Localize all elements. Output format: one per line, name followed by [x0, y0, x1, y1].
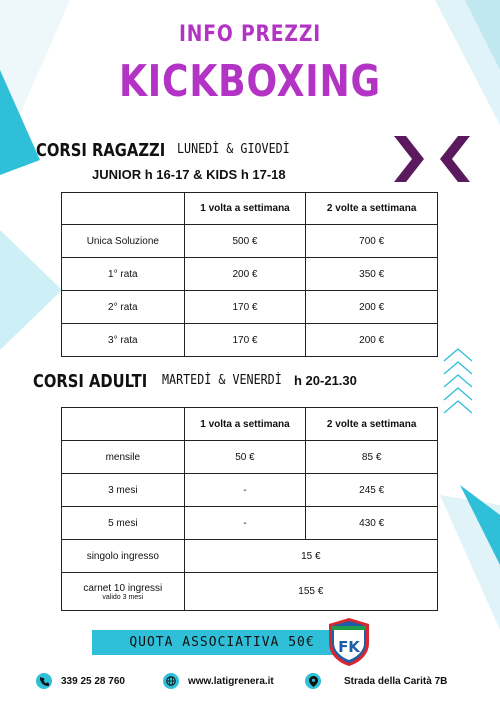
price-cell: 200 € [306, 324, 438, 357]
table-row [62, 291, 438, 324]
price-cell: 85 € [306, 441, 438, 474]
row-label [62, 573, 185, 611]
right-arrows-decoration [440, 345, 476, 420]
price-cell: 50 € [184, 441, 306, 474]
left-chevron-decoration [0, 230, 70, 350]
corsi-ragazzi-title: CORSI RAGAZZI [36, 140, 166, 161]
table-row [62, 225, 438, 258]
ragazzi-price-table [61, 192, 438, 357]
table-header-cell: 1 volta a settimana [184, 408, 306, 441]
table-row [62, 258, 438, 291]
club-shield-logo [327, 617, 371, 667]
footer-website[interactable] [163, 673, 274, 689]
price-cell: 15 € [184, 540, 437, 573]
carnet-note: valido 3 mesi [102, 593, 144, 601]
table-row [62, 441, 438, 474]
row-label: 3° rata [62, 324, 185, 357]
row-label: 5 mesi [62, 507, 185, 540]
price-cell: 430 € [306, 507, 438, 540]
table-header-row [62, 193, 438, 225]
corsi-ragazzi-subtitle: JUNIOR h 16-17 & KIDS h 17-18 [92, 167, 286, 182]
x-chevron-logo-icon [392, 134, 472, 184]
row-label: singolo ingresso [62, 540, 185, 573]
price-cell: 200 € [306, 291, 438, 324]
row-label: mensile [62, 441, 185, 474]
row-label: 2° rata [62, 291, 185, 324]
table-header-cell [62, 193, 185, 225]
table-header-row [62, 408, 438, 441]
table-header-cell: 1 volta a settimana [184, 193, 306, 225]
footer-address[interactable] [305, 673, 447, 689]
carnet-label: carnet 10 ingressi [83, 582, 163, 594]
website-link: www.latigrenera.it [188, 675, 274, 687]
price-cell: 200 € [184, 258, 306, 291]
table-header-cell: 2 volte a settimana [306, 408, 438, 441]
price-cell: 700 € [306, 225, 438, 258]
price-cell: 170 € [184, 291, 306, 324]
logo-text: FK [338, 638, 360, 656]
table-header-cell [62, 408, 185, 441]
address-text: Strada della Carità 7B [344, 675, 448, 687]
corsi-adulti-hours: h 20-21.30 [294, 373, 357, 388]
price-cell: 350 € [306, 258, 438, 291]
map-pin-icon [305, 673, 321, 689]
corsi-adulti-days: MARTEDÌ & VENERDÌ [162, 373, 282, 388]
price-cell: - [184, 474, 306, 507]
kickboxing-title: KICKBOXING [119, 56, 381, 107]
phone-number: 339 25 28 760 [61, 675, 125, 687]
row-label: 3 mesi [62, 474, 185, 507]
quota-associativa-banner: QUOTA ASSOCIATIVA 50€ [92, 630, 352, 655]
globe-icon [163, 673, 179, 689]
table-row [62, 324, 438, 357]
row-label: Unica Soluzione [62, 225, 185, 258]
phone-icon [36, 673, 52, 689]
row-label: 1° rata [62, 258, 185, 291]
corsi-adulti-title: CORSI ADULTI [33, 371, 148, 392]
price-cell: 245 € [306, 474, 438, 507]
price-cell: 155 € [184, 573, 437, 611]
footer-phone[interactable] [36, 673, 125, 689]
adulti-price-table [61, 407, 438, 611]
info-prezzi-title: INFO PREZZI [178, 22, 322, 47]
price-cell: - [184, 507, 306, 540]
table-header-cell: 2 volte a settimana [306, 193, 438, 225]
table-row [62, 474, 438, 507]
table-row [62, 507, 438, 540]
price-cell: 500 € [184, 225, 306, 258]
table-row [62, 540, 438, 573]
table-row [62, 573, 438, 611]
corsi-ragazzi-days: LUNEDÌ & GIOVEDÌ [177, 142, 290, 157]
price-cell: 170 € [184, 324, 306, 357]
